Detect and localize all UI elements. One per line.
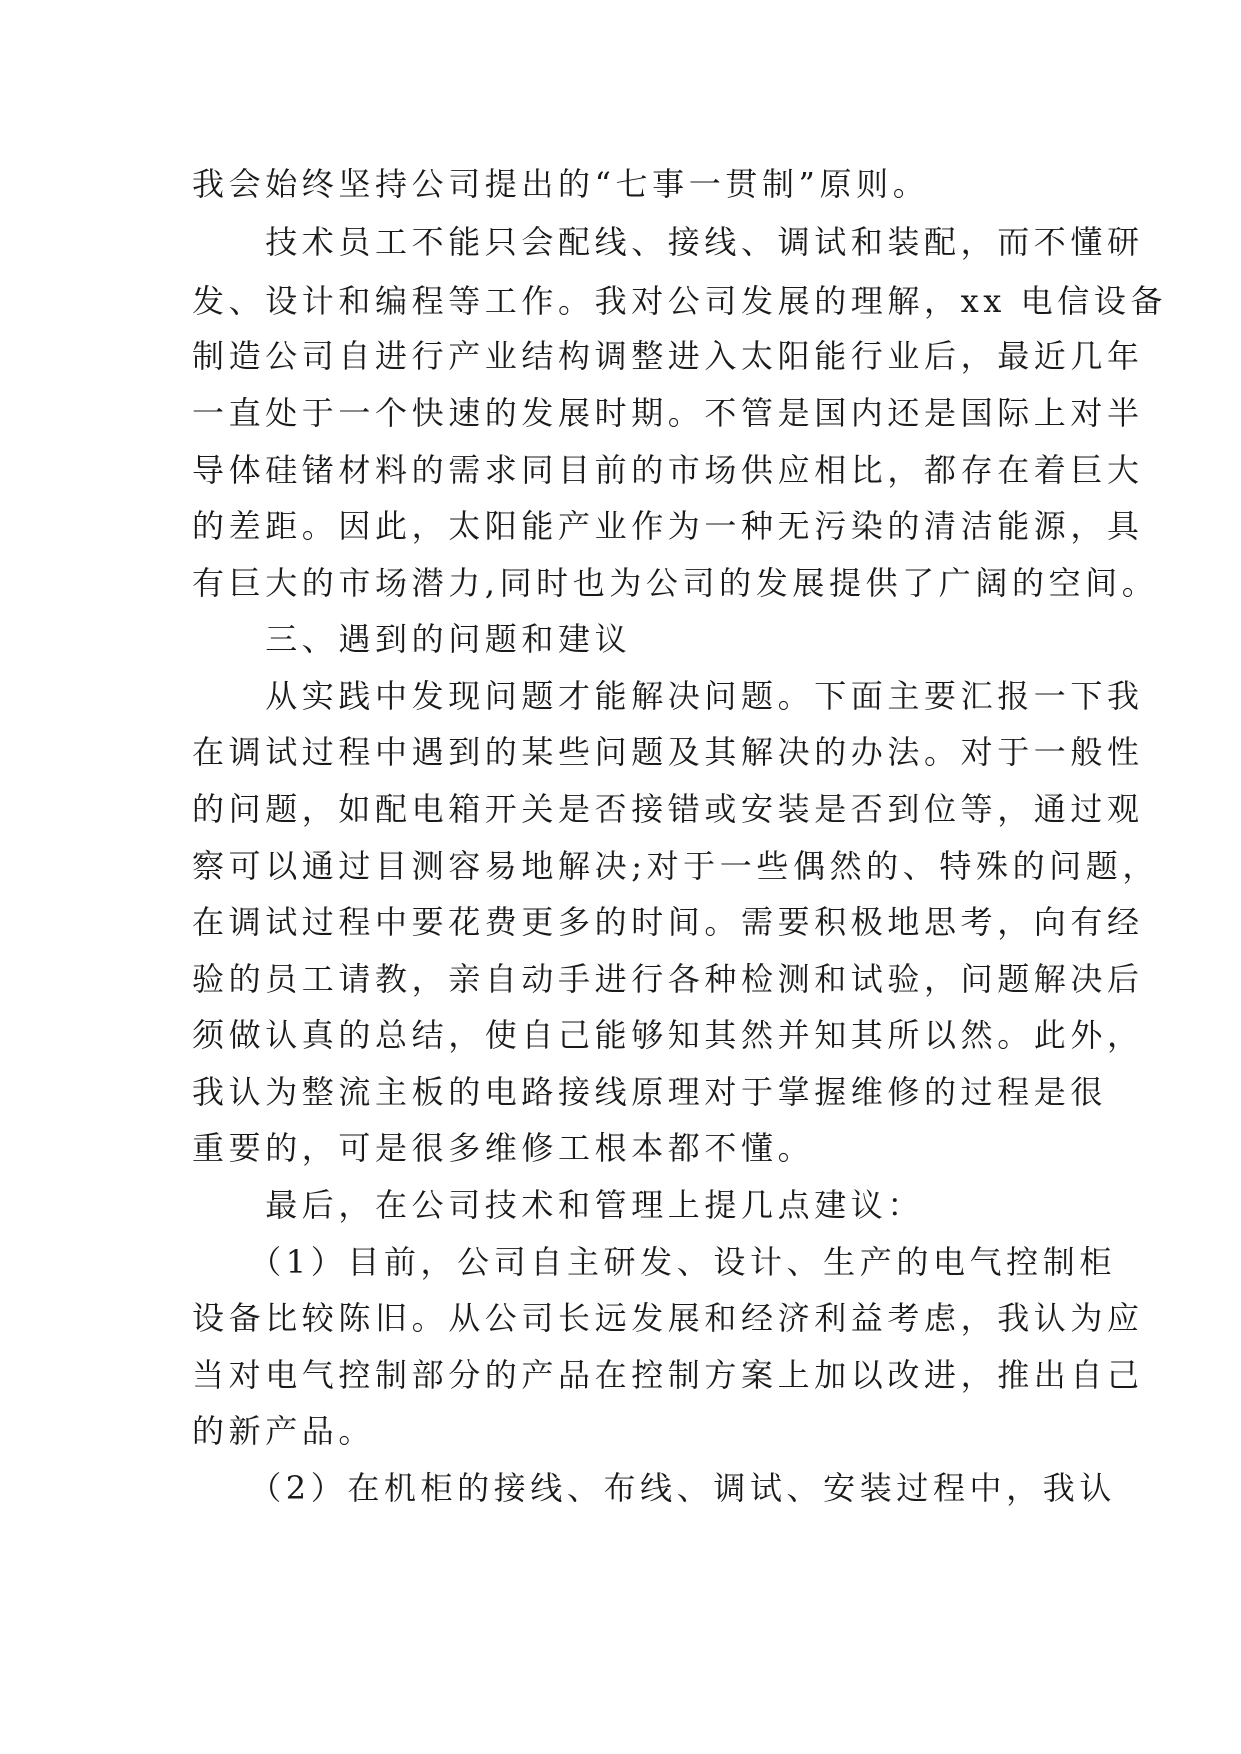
text-line: 在调试过程中遇到的某些问题及其解决的办法。对于一般性: [192, 733, 1144, 771]
text-line: 发、设计和编程等工作。我对公司发展的理解，xx 电信设备: [192, 282, 1168, 320]
text-line: （1）目前，公司自主研发、设计、生产的电气控制柜: [192, 1243, 1116, 1281]
text-line: 的差距。因此，太阳能产业作为一种无污染的清洁能源，具: [192, 507, 1144, 545]
section-heading: 三、遇到的问题和建议: [192, 620, 632, 658]
text-line: 制造公司自进行产业结构调整进入太阳能行业后，最近几年: [192, 337, 1144, 375]
text-line: 在调试过程中要花费更多的时间。需要积极地思考，向有经: [192, 903, 1144, 941]
text-line: 的新产品。: [192, 1412, 376, 1450]
text-line: 最后，在公司技术和管理上提几点建议：: [192, 1186, 925, 1224]
text-line: 技术员工不能只会配线、接线、调试和装配，而不懂研: [192, 223, 1144, 261]
text-line: 设备比较陈旧。从公司长远发展和经济利益考虑，我认为应: [192, 1299, 1144, 1337]
text-line: 重要的，可是很多维修工根本都不懂。: [192, 1129, 815, 1167]
text-line: 有巨大的市场潜力,同时也为公司的发展提供了广阔的空间。: [192, 564, 1159, 602]
text-line: 我认为整流主板的电路接线原理对于掌握维修的过程是很: [192, 1073, 1108, 1111]
text-line: 一直处于一个快速的发展时期。不管是国内还是国际上对半: [192, 394, 1144, 432]
text-line: （2）在机柜的接线、布线、调试、安装过程中，我认: [192, 1469, 1116, 1507]
text-line: 从实践中发现问题才能解决问题。下面主要汇报一下我: [192, 677, 1144, 715]
text-line: 验的员工请教，亲自动手进行各种检测和试验，问题解决后: [192, 960, 1144, 998]
text-line: 当对电气控制部分的产品在控制方案上加以改进，推出自己: [192, 1356, 1144, 1394]
text-line: 察可以通过目测容易地解决;对于一些偶然的、特殊的问题，: [192, 847, 1159, 885]
text-line: 须做认真的总结，使自己能够知其然并知其所以然。此外，: [192, 1016, 1144, 1054]
text-line: 的问题，如配电箱开关是否接错或安装是否到位等，通过观: [192, 790, 1144, 828]
text-line: 我会始终坚持公司提出的“七事一贯制”原则。: [192, 165, 930, 203]
text-line: 导体硅锗材料的需求同目前的市场供应相比，都存在着巨大: [192, 451, 1144, 489]
